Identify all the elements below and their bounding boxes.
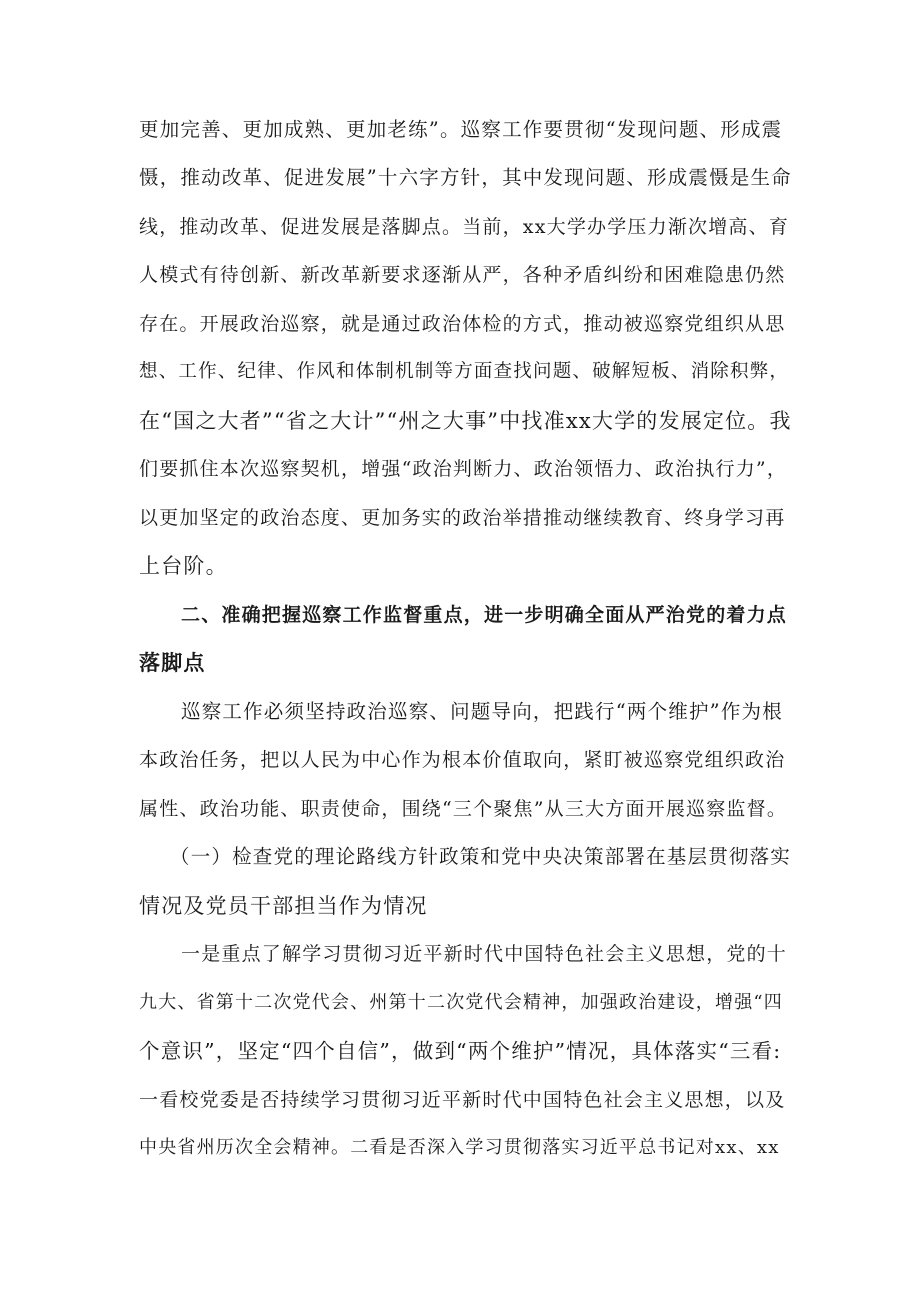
text-line: 一看校党委是否持续学习贯彻习近平新时代中国特色社会主义思想，以及	[139, 1089, 786, 1111]
text-line: 中央省州历次全会精神。二看是否深入学习贯彻落实习近平总书记对xx、xx	[139, 1137, 780, 1158]
text-line: 巡察工作必须坚持政治巡察、问题导向，把践行“两个维护”作为根	[181, 700, 783, 723]
section-heading: 二、准确把握巡察工作监督重点，进一步明确全面从严治党的着力点	[181, 604, 788, 626]
text-line: 慑，推动改革、促进发展”十六字方针，其中发现问题、形成震慑是生命	[139, 166, 792, 189]
text-line: 存在。开展政治巡察，就是通过政治体检的方式，推动被巡察党组织从思	[139, 313, 786, 335]
text-line: 线，推动改革、促进发展是落脚点。当前，xx大学办学压力渐次增高、育	[139, 216, 790, 238]
text-line: 九大、省第十二次党代会、州第十二次党代会精神，加强政治建设，增强“四	[139, 992, 783, 1013]
text-line: 更加完善、更加成熟、更加老练”。巡察工作要贯彻“发现问题、形成震	[139, 118, 783, 141]
section-heading: 落脚点	[139, 650, 206, 675]
text-line: 本政治任务，把以人民为中心作为根本价值取向，紧盯被巡察党组织政治	[139, 749, 786, 771]
text-line: 们要抓住本次巡察契机，增强“政治判断力、政治领悟力、政治执行力”，	[139, 458, 788, 480]
text-line: 人模式有待创新、新改革新要求逐渐从严，各种矛盾纠纷和困难隐患仍然	[139, 264, 786, 286]
text-line: 以更加坚定的政治态度、更加务实的政治举措推动继续教育、终身学习再	[139, 507, 786, 529]
text-line: 想、工作、纪律、作风和体制机制等方面查找问题、破解短板、消除积弊，	[139, 361, 790, 382]
text-line: 属性、政治功能、职责使命，围绕“三个聚焦”从三大方面开展巡察监督。	[139, 798, 788, 820]
text-line: 一是重点了解学习贯彻习近平新时代中国特色社会主义思想，党的十	[181, 943, 788, 965]
text-line: 个意识”，坚定“四个自信”，做到“两个维护”情况，具体落实“三看:	[139, 1039, 782, 1063]
text-line: 在“国之大者”“省之大计”“州之大事”中找准xx大学的发展定位。我	[139, 409, 792, 433]
text-line: 上台阶。	[139, 554, 228, 578]
subsection-heading: 情况及党员干部担当作为情况	[139, 894, 428, 918]
subsection-heading: （一）检查党的理论路线方针政策和党中央决策部署在基层贯彻落实	[170, 845, 792, 868]
